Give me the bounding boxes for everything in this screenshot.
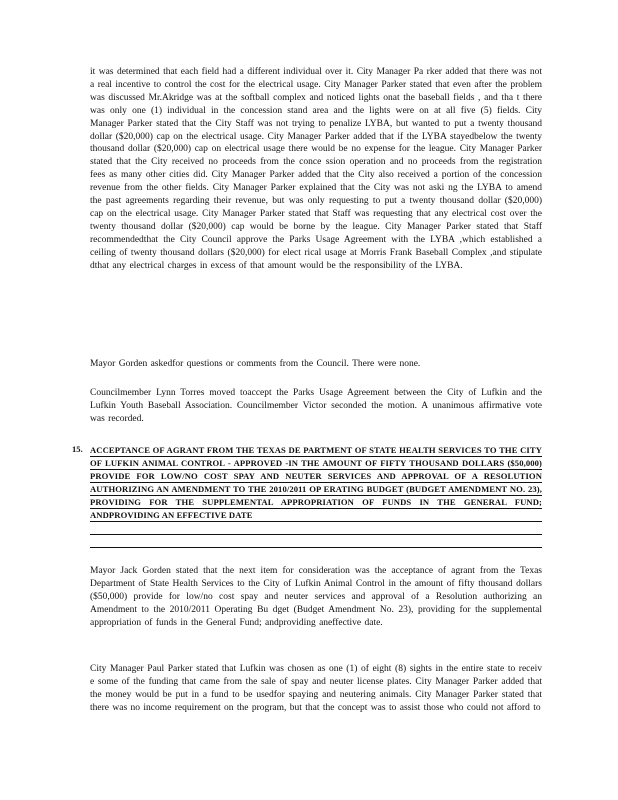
paragraph-grant-item: Mayor Jack Gorden stated that the next item for consideration was the acceptance of agrant from the Texas Department of State Health Services to the City of Lufkin Animal Control in the amount of fifty thousand dollars ($50,000) provide for low/no cost spay and neuter services and approval of a Resolution authorizing an Amendment to the 2010/2011 Operating Bu dget (Budget Amendment No. 23), providing for the supplemental appropriation of funds in the General Fund; andproviding aneffective date.: [90, 566, 542, 628]
title-underline: [90, 482, 542, 483]
agenda-item-title: ACCEPTANCE OF AGRANT FROM THE TEXAS DE PARTMENT OF STATE HEALTH SERVICES TO THE CITY OF LUFKIN ANIMAL CONTROL - APPROVED -IN THE AMOUNT OF FIFTY THOUSAND DOLLARS ($50,000) PROVIDE FOR LOW/NO COST SPAY AND NEUTER SERVICES AND APPROVAL OF A RESOLUTION AUTHORIZING AN AMENDMENT TO THE 2010/2011 OP ERATING BUDGET (BUDGET AMENDMENT NO. 23), PROVIDING FOR THE SUPPLEMENTAL APPROPRIATION OF FUNDS IN THE GENERAL FUND; ANDPROVIDING AN EFFECTIVE DATE: [90, 445, 542, 520]
title-underline: [90, 495, 542, 496]
title-underline: [90, 534, 542, 535]
paragraph-city-manager-grant: City Manager Paul Parker stated that Lufkin was chosen as one (1) of eight (8) sights in the entire state to receiv e some of the funding that came from the sale of spay and neuter license plates. City Manager Parker added that the money would be put in a fund to be usedfor spaying and neutering animals. City Manager Parker stated that there was no income requirement on the program, but that the concept was to assist those who could not afford to: [90, 664, 542, 713]
title-underline: [90, 508, 542, 509]
paragraph-electrical-usage-discussion: it was determined that each field had a different individual over it. City Manager Pa rker added that there was not a real incentive to control the cost for the electrical usage. City Manager Parker stated that even after the problem was discussed Mr.Akridge was at the softball complex and noticed lights onat the baseball fields , and tha t there was only one (1) individual in the concession stand area and the lights were on at all five (5) fields. City Manager Parker stated that the City Staff was not trying to penalize LYBA, but wanted to put a twenty thousand dollar ($20,000) cap on the electrical usage. City Manager Parker added that if the LYBA stayedbelow the twenty thousand dollar ($20,000) cap on electrical usage there would be no expense for the league. City Manager Parker stated that the City received no proceeds from the conce ssion operation and no proceeds from the registration fees as many other cities did. City Manager Parker added that the City also received a portion of the concession revenue from the other fields. City Manager Parker explained that the City was not aski ng the LYBA to amend the past agreements regarding their revenue, but was only requesting to put a twenty thousand dollar ($20,000) cap on the electrical usage. City Manager Parker stated that Staff was requesting that any electrical cost over the twenty thousand dollar ($20,000) cap would be borne by the league. City Manager Parker stated that Staff recommendedthat the City Council approve the Parks Usage Agreement with the LYBA ,which established a ceiling of twenty thousand dollars ($20,000) for elect rical usage at Morris Frank Baseball Complex ,and stipulate dthat any electrical charges in excess of that amount would be the responsibility of the LYBA.: [90, 67, 542, 271]
title-underline: [90, 469, 542, 470]
title-underline: [90, 456, 542, 457]
paragraph-questions: Mayor Gorden askedfor questions or comments from the Council. There were none.: [90, 359, 421, 369]
paragraph-motion: Councilmember Lynn Torres moved toaccept the Parks Usage Agreement between the City of Lufkin and the Lufkin Youth Baseball Association. Councilmember Victor seconded the motion. A unanimous affirmative vote was recorded.: [90, 388, 542, 424]
title-underline: [90, 521, 542, 522]
agenda-item-number: 15.: [72, 444, 83, 454]
title-underline: [90, 547, 542, 548]
